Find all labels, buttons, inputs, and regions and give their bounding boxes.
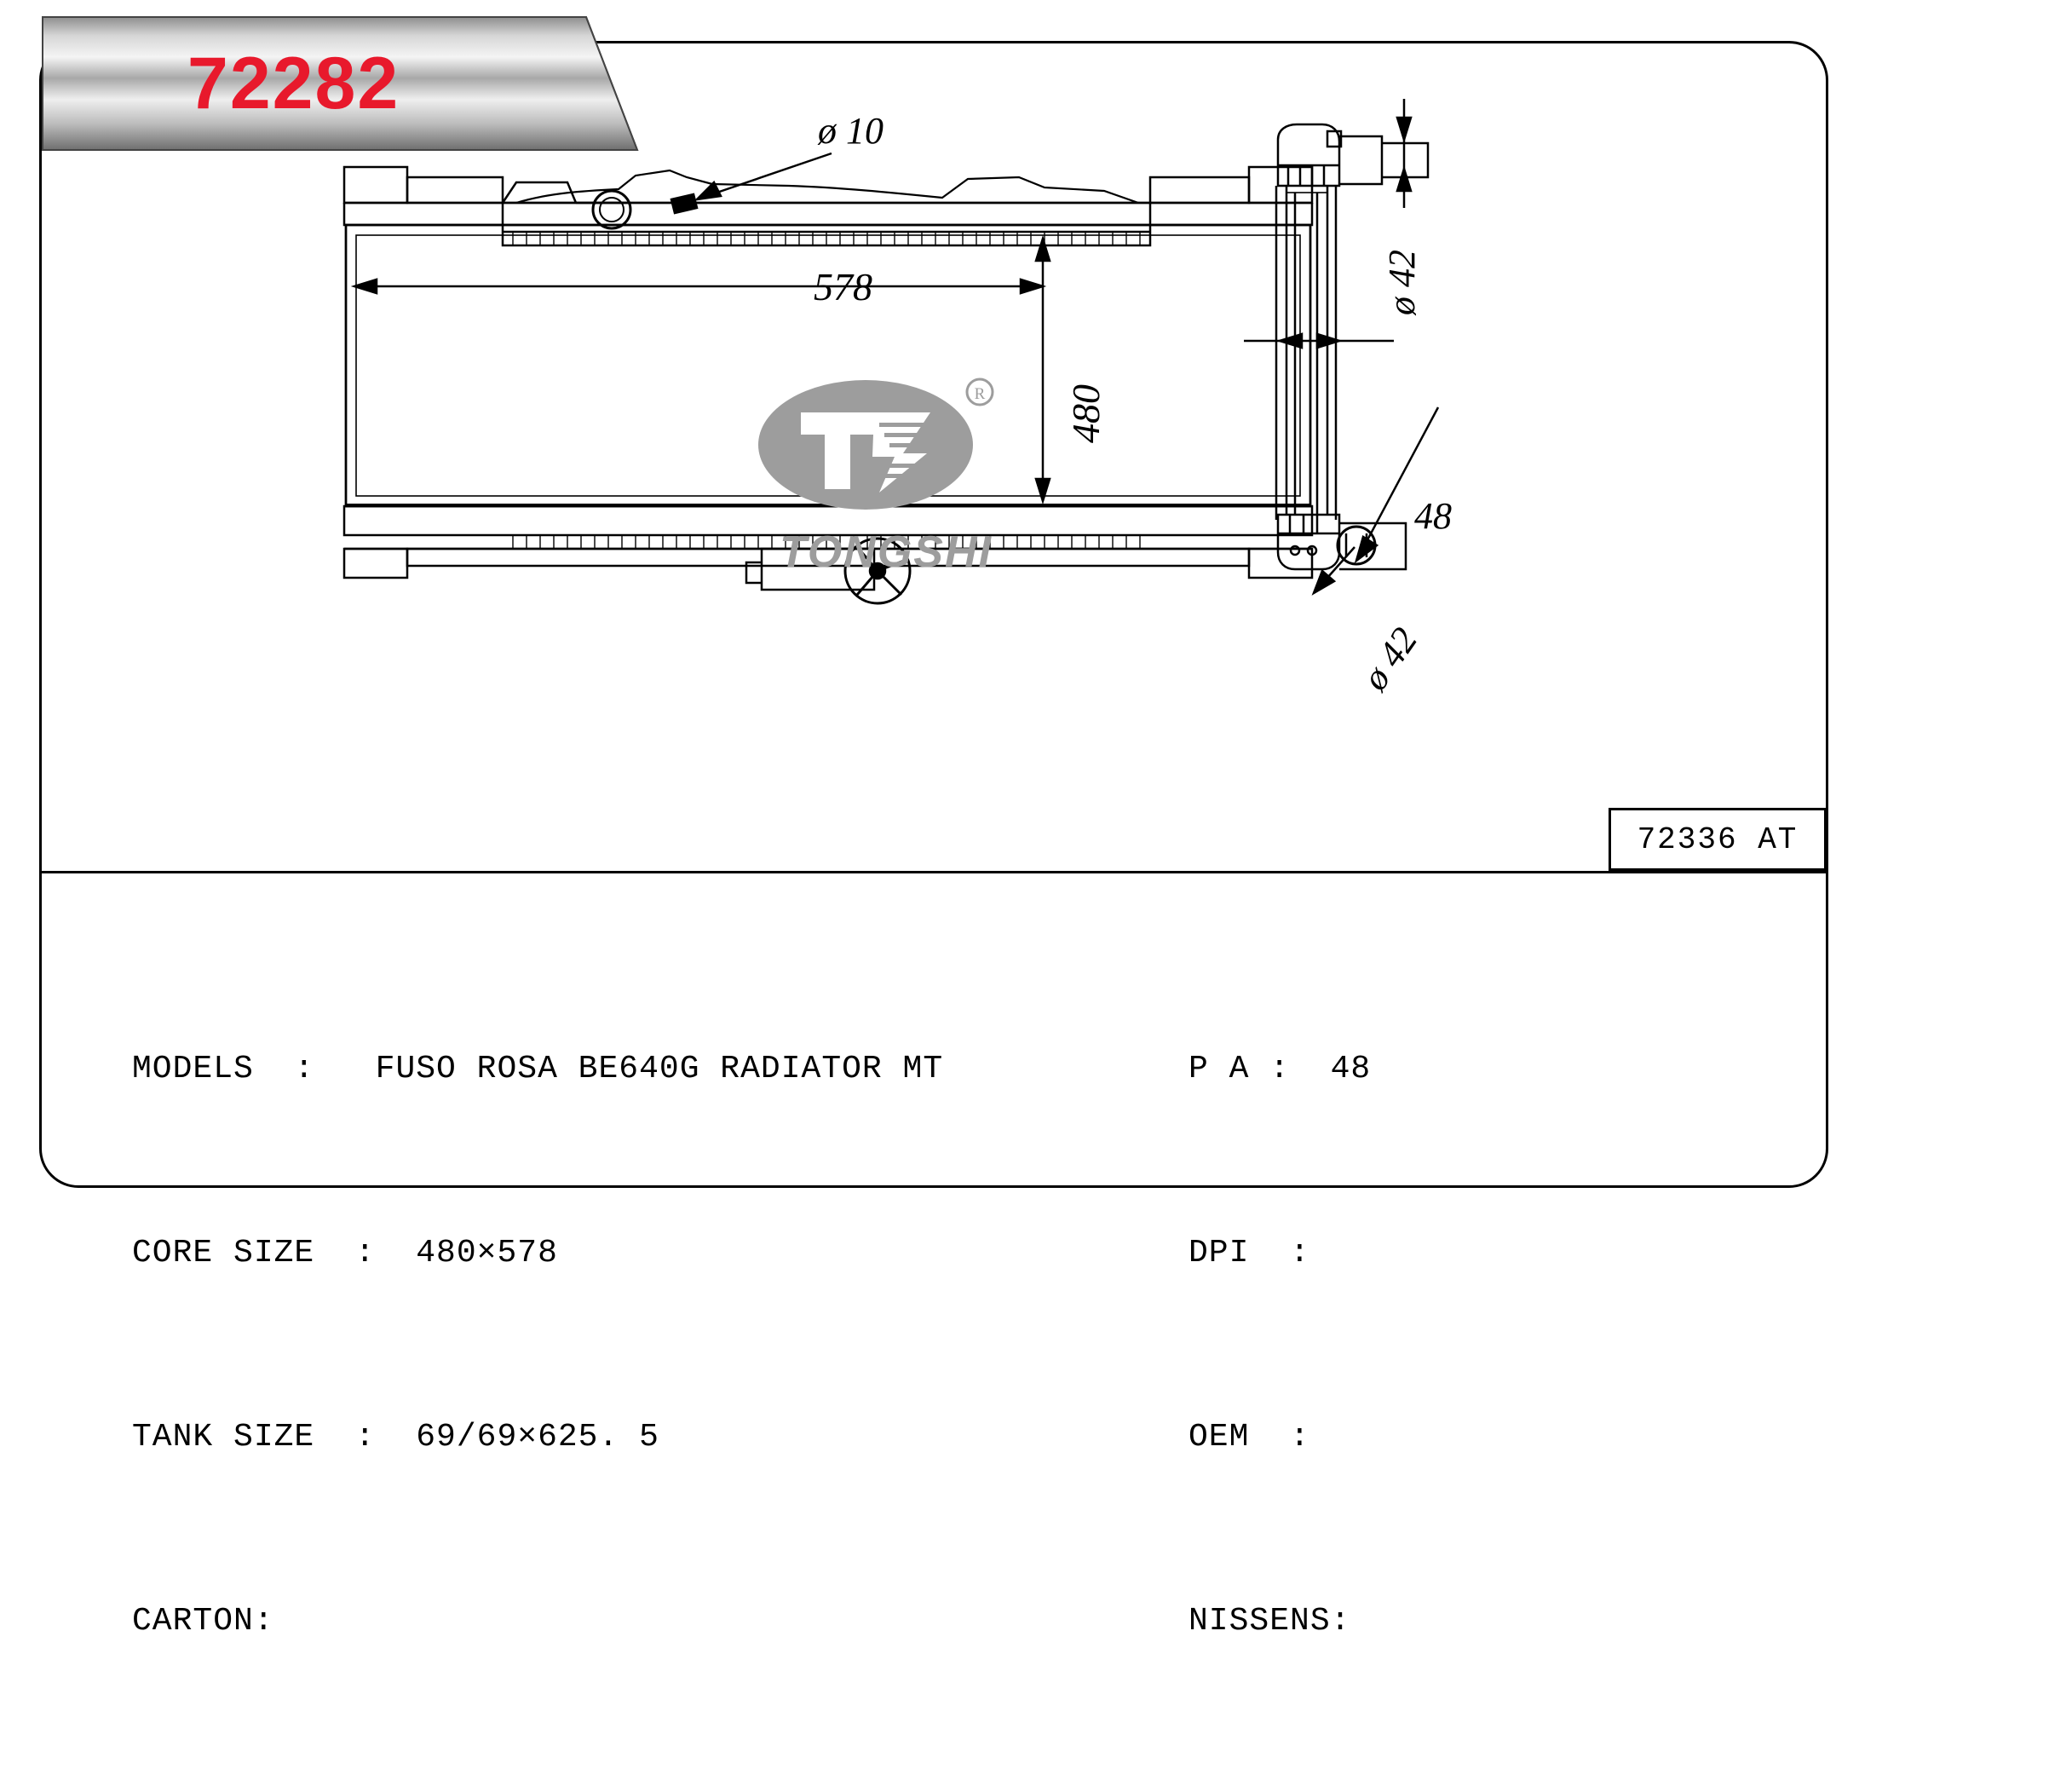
- svg-text:R: R: [974, 385, 986, 403]
- dimension-bottom-tank-diameter-label: ø 42: [1353, 620, 1426, 698]
- dimension-width-label: 578: [814, 265, 872, 308]
- spec-table-left: [132, 916, 943, 1775]
- dimension-height-label: 480: [1064, 384, 1108, 443]
- spec-models: MODELS : FUSO ROSA BE640G RADIATOR MT: [132, 1051, 944, 1087]
- dimension-top-tank-diameter-label: ø 42: [1381, 250, 1423, 315]
- radiator-side-view: [1227, 41, 1806, 876]
- spec-carton: CARTON:: [132, 1603, 274, 1640]
- spec-dpi: DPI :: [1189, 1235, 1310, 1271]
- spec-nissens: NISSENS:: [1189, 1603, 1351, 1640]
- spec-table-right: [1189, 916, 1371, 1775]
- spec-core-size: CORE SIZE : 480×578: [132, 1235, 558, 1271]
- watermark-brand-text: TONGSHI: [780, 527, 993, 577]
- part-number-tag: [41, 15, 646, 152]
- spec-oem: OEM :: [1189, 1419, 1310, 1455]
- drawing-code-text: 72336 AT: [1637, 821, 1799, 857]
- drawing-code-box: [1609, 808, 1827, 871]
- dimension-inlet-diameter-label: ø 10: [818, 110, 883, 152]
- part-number-text: 72282: [187, 43, 400, 124]
- spec-tank-size: TANK SIZE : 69/69×625. 5: [132, 1419, 659, 1455]
- dimension-core-thickness-label: 48: [1414, 495, 1452, 537]
- spec-pa: P A : 48: [1189, 1051, 1372, 1087]
